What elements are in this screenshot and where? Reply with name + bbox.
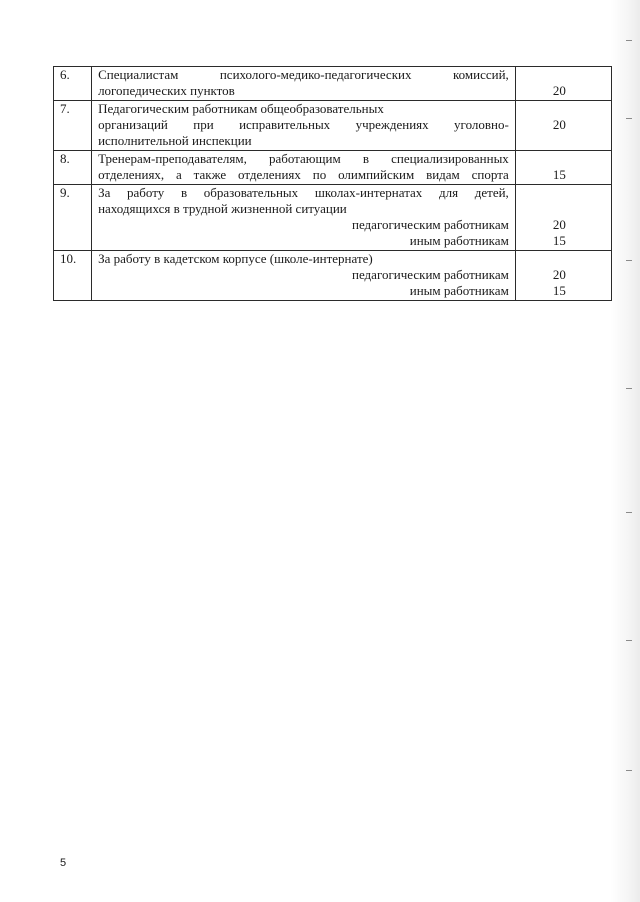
row-text-line: иным работникам bbox=[409, 233, 509, 248]
row-text-line: исполнительной инспекции bbox=[98, 133, 252, 148]
row-text-line: иным работникам bbox=[409, 283, 509, 298]
row-number: 8. bbox=[54, 151, 92, 185]
row-description bbox=[92, 151, 516, 185]
row-text-line: За работу в кадетском корпусе (школе-интернате) bbox=[98, 251, 373, 266]
table-row bbox=[54, 67, 612, 101]
row-value bbox=[516, 185, 603, 201]
row-value: 20 bbox=[552, 217, 566, 232]
table-row bbox=[54, 151, 612, 185]
scanned-page-edge bbox=[610, 0, 640, 902]
row-values bbox=[515, 251, 611, 301]
row-description bbox=[92, 185, 516, 251]
row-number: 9. bbox=[54, 185, 92, 251]
row-value: 20 bbox=[552, 83, 566, 98]
payment-table bbox=[53, 66, 612, 301]
row-text-line: находящихся в трудной жизненной ситуации bbox=[98, 201, 347, 216]
row-text-line: отделениях, а также отделениях по олимпийским видам спорта bbox=[98, 167, 509, 182]
row-description bbox=[92, 251, 516, 301]
row-text-line: Тренерам-преподавателям, работающим в специализированных bbox=[98, 151, 509, 166]
row-value: 15 bbox=[552, 283, 566, 298]
row-value bbox=[516, 101, 603, 117]
table-row bbox=[54, 251, 612, 301]
row-number: 6. bbox=[54, 67, 92, 101]
row-value bbox=[516, 201, 603, 217]
row-number: 7. bbox=[54, 101, 92, 151]
row-value: 20 bbox=[552, 267, 566, 282]
row-values bbox=[515, 185, 611, 251]
row-text-line: Педагогическим работникам общеобразовательных bbox=[98, 101, 384, 116]
row-value bbox=[516, 251, 603, 267]
row-value bbox=[516, 151, 603, 167]
row-text-line: За работу в образовательных школах-интернатах для детей, bbox=[98, 185, 509, 200]
table-row bbox=[54, 101, 612, 151]
row-value: 20 bbox=[552, 117, 566, 132]
row-value: 15 bbox=[552, 167, 566, 182]
row-text-line: логопедических пунктов bbox=[98, 83, 235, 98]
row-number: 10. bbox=[54, 251, 92, 301]
table-row bbox=[54, 185, 612, 251]
page-number: 5 bbox=[60, 857, 67, 869]
row-text-line: педагогическим работникам bbox=[352, 267, 509, 282]
row-text-line: педагогическим работникам bbox=[352, 217, 509, 232]
row-values bbox=[515, 101, 611, 151]
row-text-line: Специалистам психолого-медико-педагогических комиссий, bbox=[98, 67, 509, 82]
row-values bbox=[515, 67, 611, 101]
row-value bbox=[516, 133, 603, 149]
row-description bbox=[92, 101, 516, 151]
row-description bbox=[92, 67, 516, 101]
row-text-line: организаций при исправительных учреждениях уголовно- bbox=[98, 117, 509, 132]
row-value bbox=[516, 67, 603, 83]
row-value: 15 bbox=[552, 233, 566, 248]
row-values bbox=[515, 151, 611, 185]
